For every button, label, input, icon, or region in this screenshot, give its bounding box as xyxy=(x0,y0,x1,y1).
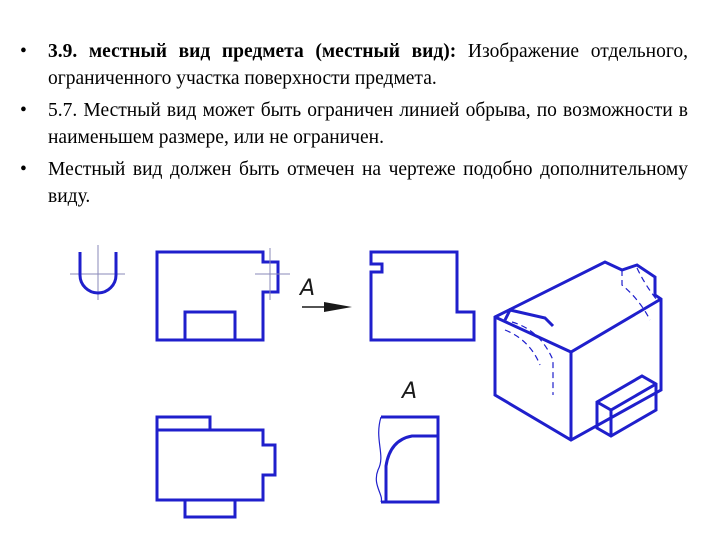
front-view xyxy=(157,248,290,340)
isometric-view xyxy=(495,262,661,440)
view-direction-arrow xyxy=(298,276,352,312)
bullet-marker: • xyxy=(20,41,27,62)
rule-text: 5.7. Местный вид может быть ограничен линией обрыва, по возможности в наименьшем размере, или не ограничен. xyxy=(48,100,688,148)
bottom-view xyxy=(157,417,275,517)
view-arrow-label: A xyxy=(300,276,316,301)
term-definition-heading: 3.9. местный вид предмета (местный вид): xyxy=(48,41,457,62)
term-definition-text: Изображение отдельного, ограниченного участка поверхности предмета. xyxy=(48,41,688,89)
top-view xyxy=(371,252,474,340)
marking-text: Местный вид должен быть отмечен на чертеже подобно дополнительному виду. xyxy=(48,159,688,207)
bullet-marker: • xyxy=(20,159,27,180)
local-view-label: A xyxy=(402,379,418,404)
bullet-marker: • xyxy=(20,100,27,121)
local-view-a xyxy=(376,379,438,502)
left-side-view xyxy=(70,245,125,300)
